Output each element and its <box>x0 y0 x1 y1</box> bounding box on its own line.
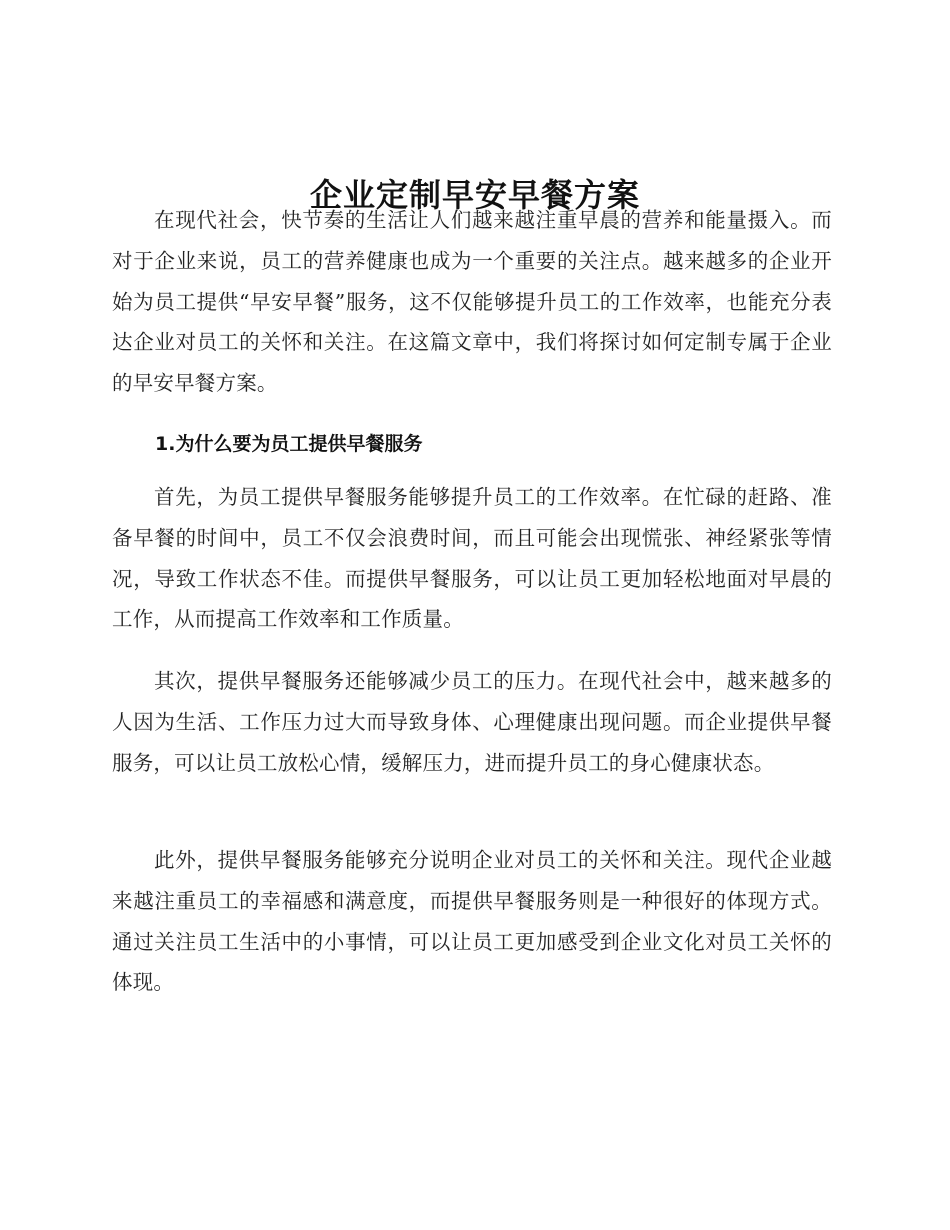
body-paragraph-3: 此外，提供早餐服务能够充分说明企业对员工的关怀和关注。现代企业越来越注重员工的幸福感和满意度，而提供早餐服务则是一种很好的体现方式。通过关注员工生活中的小事情，可以让员工更加感受到企业文化对员工关怀的体现。 <box>112 848 832 995</box>
body-paragraph-1: 首先，为员工提供早餐服务能够提升员工的工作效率。在忙碌的赶路、准备早餐的时间中，员工不仅会浪费时间，而且可能会出现慌张、神经紧张等情况，导致工作状态不佳。而提供早餐服务，可以让员工更加轻松地面对早晨的工作，从而提高工作效率和工作质量。 <box>112 485 832 632</box>
intro-paragraph: 在现代社会，快节奏的生活让人们越来越注重早晨的营养和能量摄入。而对于企业来说，员工的营养健康也成为一个重要的关注点。越来越多的企业开始为员工提供“早安早餐”服务，这不仅能够提升员工的工作效率，也能充分表达企业对员工的关怀和关注。在这篇文章中，我们将探讨如何定制专属于企业的早安早餐方案。 <box>112 208 832 396</box>
body-paragraph-2: 其次，提供早餐服务还能够减少员工的压力。在现代社会中，越来越多的人因为生活、工作压力过大而导致身体、心理健康出现问题。而企业提供早餐服务，可以让员工放松心情，缓解压力，进而提升员工的身心健康状态。 <box>112 669 832 775</box>
section-heading: 1.为什么要为员工提供早餐服务 <box>155 433 423 455</box>
document-title: 企业定制早安早餐方案 <box>309 176 640 215</box>
